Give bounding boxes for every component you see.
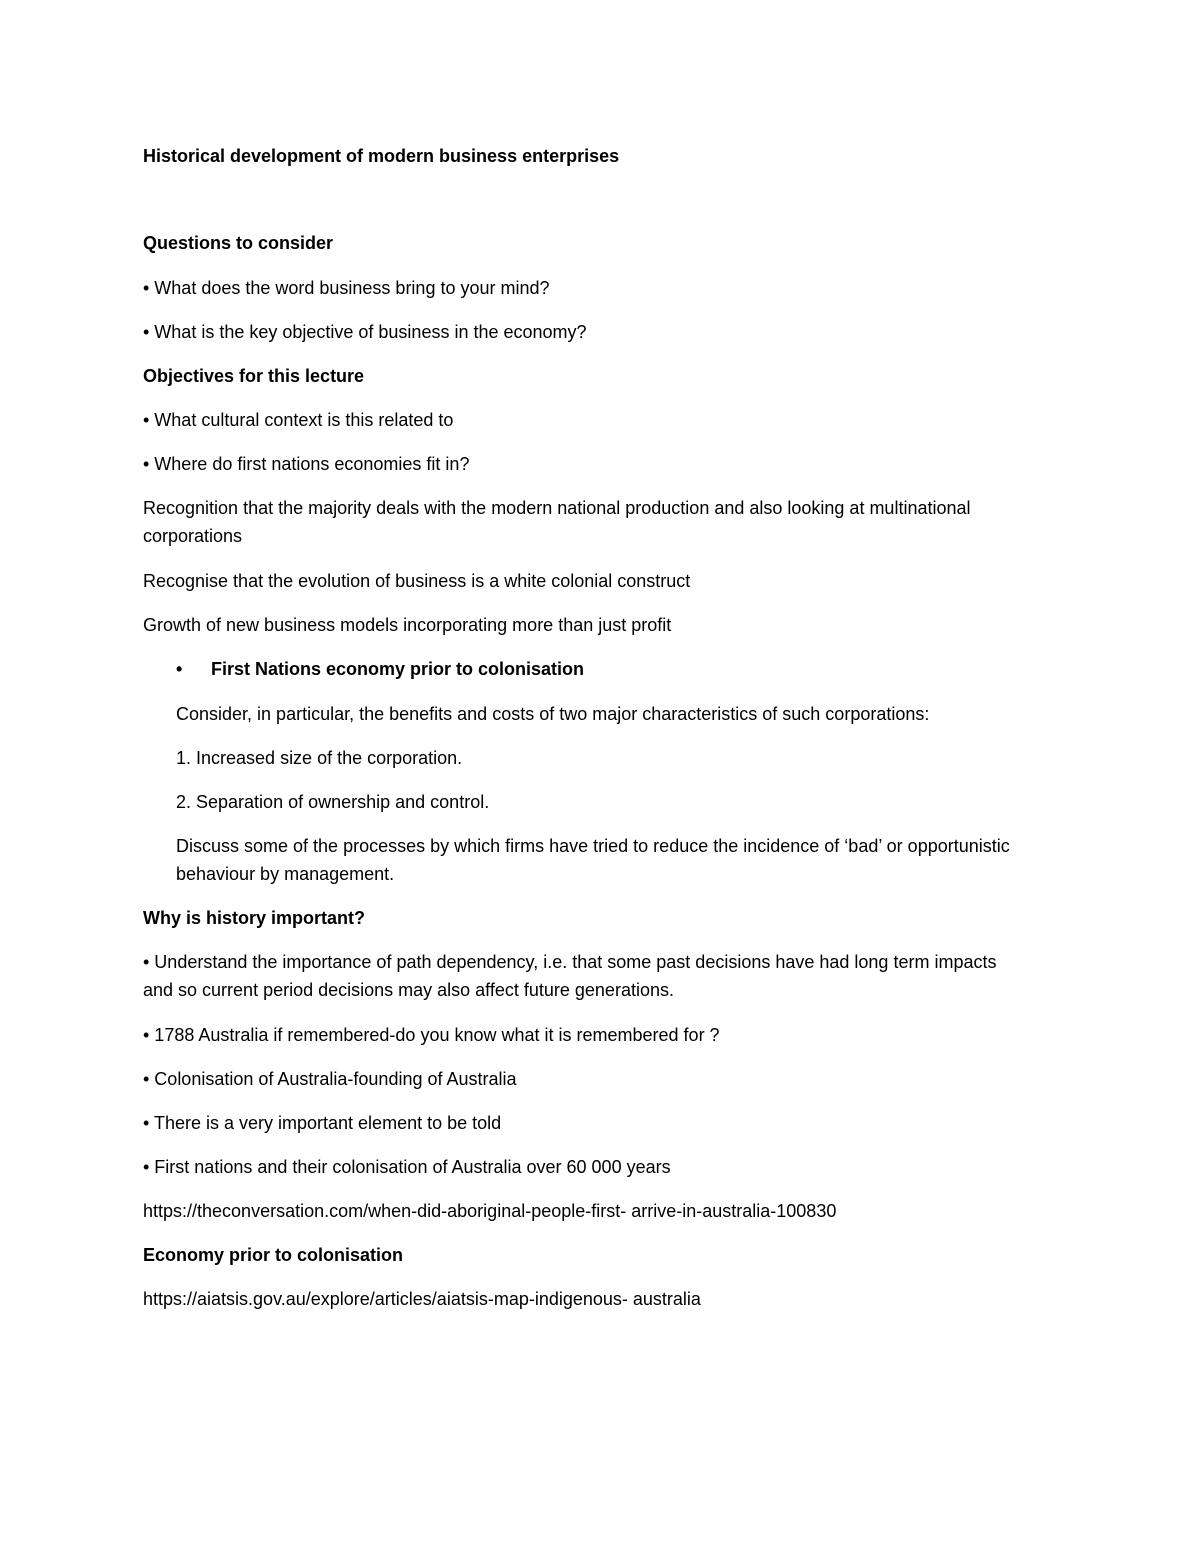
- economy-heading: Economy prior to colonisation: [143, 1245, 404, 1265]
- list-bullet: •: [176, 659, 183, 679]
- numbered-item: 1. Increased size of the corporation.: [176, 748, 463, 768]
- history-item: • There is a very important element to be told: [143, 1113, 502, 1133]
- numbered-item: 2. Separation of ownership and control.: [176, 792, 490, 812]
- questions-heading: Questions to consider: [143, 233, 334, 253]
- first-nations-intro: Consider, in particular, the benefits and costs of two major characteristics of such corporations:: [176, 704, 930, 724]
- document-title: Historical development of modern business enterprises: [143, 146, 620, 166]
- first-nations-heading: First Nations economy prior to colonisation: [211, 659, 585, 679]
- objectives-paragraph: Recognition that the majority deals with the modern national production and also looking at multinational corporations: [143, 498, 971, 546]
- history-item: • First nations and their colonisation of Australia over 60 000 years: [143, 1157, 671, 1177]
- history-heading: Why is history important?: [143, 908, 366, 928]
- question-item: • What does the word business bring to your mind?: [143, 278, 550, 298]
- history-item: • Colonisation of Australia-founding of Australia: [143, 1069, 517, 1089]
- history-item: • Understand the importance of path dependency, i.e. that some past decisions have had long term impacts and so current period decisions may also affect future generations.: [143, 952, 997, 1000]
- objective-item: • What cultural context is this related to: [143, 410, 454, 430]
- conversation-link-text: [143, 1197, 836, 1225]
- objective-item: • Where do first nations economies fit in?: [143, 454, 470, 474]
- objectives-paragraph: Recognise that the evolution of business is a white colonial construct: [143, 571, 691, 591]
- aiatsis-link[interactable]: https://aiatsis.gov.au/explore/articles/aiatsis-map-indigenous- australia: [143, 1289, 701, 1309]
- conversation-link[interactable]: https://theconversation.com/when-did-aboriginal-people-first- arrive-in-australia-100830: [143, 1201, 837, 1221]
- discussion-paragraph: Discuss some of the processes by which firms have tried to reduce the incidence of ‘bad’ or opportunistic behaviour by management.: [176, 836, 1010, 884]
- objectives-heading: Objectives for this lecture: [143, 366, 365, 386]
- objectives-paragraph: Growth of new business models incorporating more than just profit: [143, 615, 672, 635]
- history-item: • 1788 Australia if remembered-do you know what it is remembered for ?: [143, 1025, 720, 1045]
- aiatsis-link-text: [143, 1285, 701, 1313]
- question-item: • What is the key objective of business in the economy?: [143, 322, 587, 342]
